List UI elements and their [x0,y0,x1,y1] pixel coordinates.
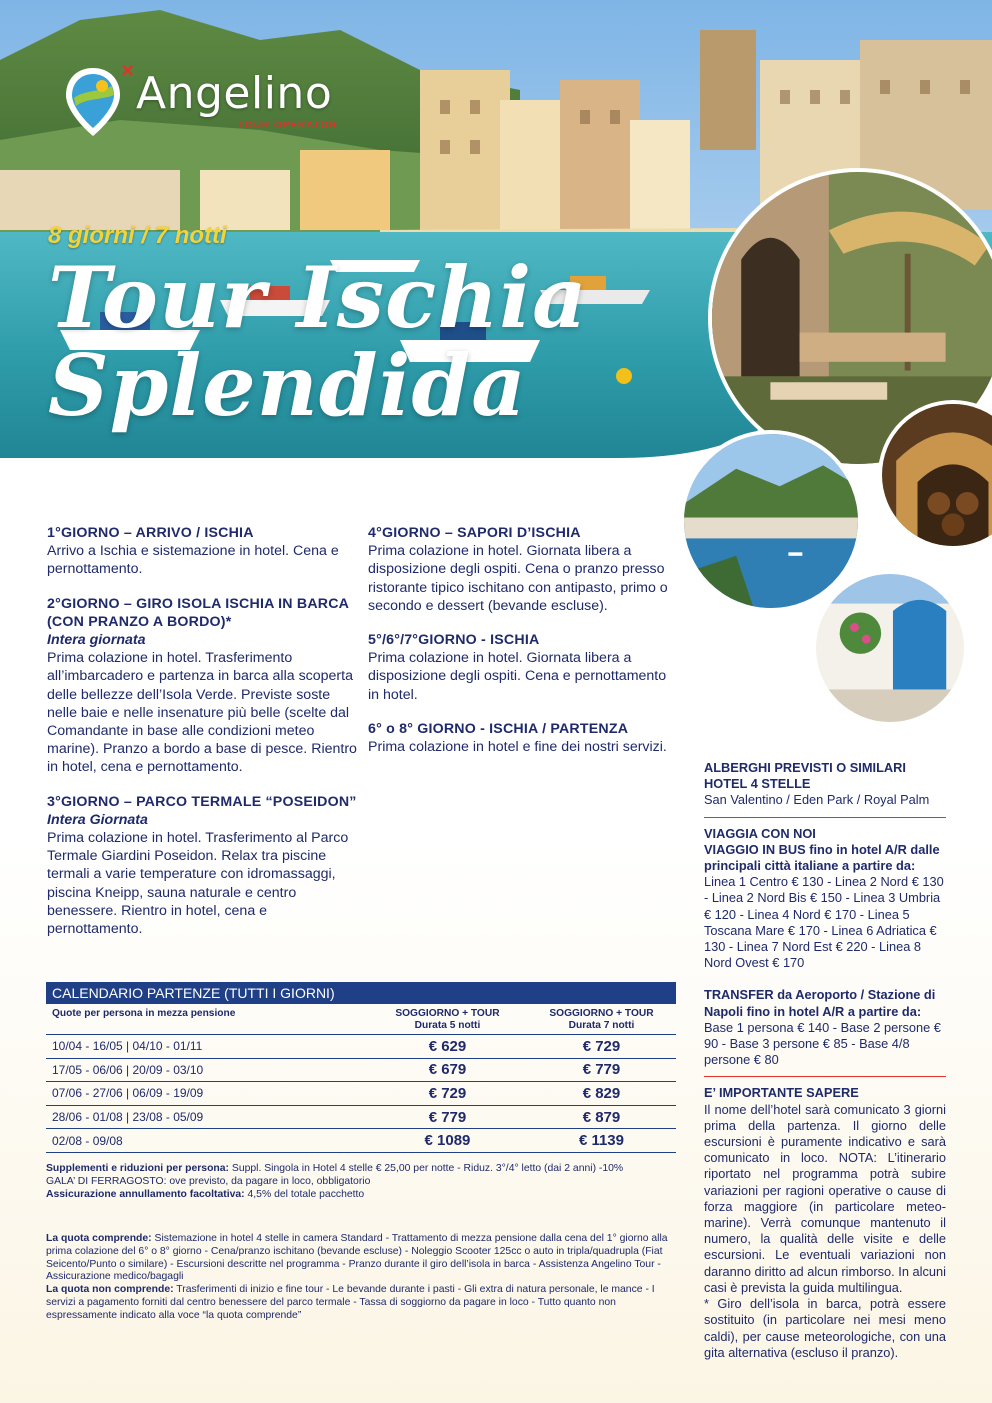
row-dates: 02/08 - 09/08 [52,1133,123,1148]
important-title: E’ IMPORTANTE SAPERE [704,1085,859,1101]
transfer-title: TRANSFER da Aeroporto / Stazione di Napoli fino in hotel A/R a partire da: [704,987,936,1019]
includes-text: Sistemazione in hotel 4 stelle in camera Standard - Trattamento di mezza pensione dalla cena del 1° giorno alla prima colazione del 6° o 8° giorno - Cena/pranzo ischitano (bevande escluse) - Noleggio Scooter 125cc o auto in tripla/quadrupla (Fiat Seicento/Punto o similare) - Escursioni descritte nel programma - Pranzo durante il giro dell’isola in barca - Assistenza Angelino Tour - Assicurazione medico/bagagli [46,1233,668,1283]
day-subtitle: Intera Giornata [47,811,148,828]
table-row [46,1035,676,1059]
gala-line: GALA’ DI FERRAGOSTO: ove previsto, da pagare in loco, obbligatorio [46,1175,371,1187]
departures-table [46,982,676,1153]
insurance-line [46,1189,676,1202]
hotels-category: HOTEL 4 STELLE [704,776,811,792]
column-header-duration: Durata 7 notti [568,1020,635,1031]
row-price-5-nights: € 679 [428,1061,467,1079]
blue-door-photo [812,570,968,726]
brand-tagline: TOUR OPERATOR [238,120,338,131]
day-title: 6° o 8° GIORNO - ISCHIA / PARTENZA [368,720,629,737]
hotels-section [704,760,946,818]
includes-label: La quota comprende: [46,1233,152,1244]
supplements-text: Suppl. Singola in Hotel 4 stelle € 25,00 per notte - Riduz. 3°/4° letto (dai 2 anni) -10% [231,1163,624,1174]
row-price-7-nights: € 829 [582,1084,621,1102]
column-header-5-nights [368,1008,527,1032]
brand-name: Angelino [136,68,333,119]
trip-duration: 8 giorni / 7 notti [48,222,227,249]
table-row [46,1059,676,1083]
supplements-label: Supplementi e riduzioni per persona: [46,1163,230,1174]
bus-prices: Linea 1 Centro € 130 - Linea 2 Nord € 130 - Linea 2 Nord Bis € 150 - Linea 3 Umbria € 120 - Linea 4 Nord € 170 - Linea 5 Toscana Mare € 170 - Linea 6 Adriatica € 130 - Linea 7 Nord Est € 220 - Linea 8 Nord Ovest € 170 [704,874,944,971]
row-price-7-nights: € 1139 [578,1132,624,1150]
excludes-label: La quota non comprende: [46,1284,174,1296]
row-dates: 07/06 - 27/06 | 06/09 - 19/09 [52,1086,204,1101]
day-description: Prima colazione in hotel. Trasferimento all’imbarcadero e partenza in barca alla scoperta delle bellezze dell’Isola Verde. Previste soste nelle baie e nelle insenature più belle (scelte dal Comandante in base alle condizioni meteo marine). Pranzo a bordo a base di pesce. Rientro in hotel, cena e pernottamento. [47,650,357,776]
day-title: 3°GIORNO – PARCO TERMALE “POSEIDON” [47,793,357,810]
column-header-quote: Quote per persona in mezza pensione [52,1008,236,1019]
column-header-duration: Durata 5 notti [414,1020,481,1031]
row-price-7-nights: € 779 [582,1061,621,1079]
brand-logo [62,60,362,144]
island-view-photo [680,430,862,612]
supplements-notes [46,1163,676,1201]
important-text: Il nome dell’hotel sarà comunicato 3 giorni prima della partenza. Il giorno delle escursioni è puramente indicativo e sarà comunicato in loco. NOTA: L’itinerario riportato nel programma potrà subire variazioni per ragioni operative o cause di forza maggiore (in particolare meteo-marine). Verrà comunque mantenuto il numero, la qualità delle visite e delle escursioni. Le eventuali variazioni non daranno diritto ad alcun rimborso. In alcuni casi è prevista la guida multilingua. [704,1101,946,1295]
day-title: 2°GIORNO – GIRO ISOLA ISCHIA IN BARCA (CON PRANZO A BORDO)* [47,595,349,630]
supplements-line [46,1163,676,1176]
row-dates: 10/04 - 16/05 | 04/10 - 01/11 [52,1039,203,1054]
includes-line [46,1233,676,1284]
itinerary-day [368,524,678,615]
itinerary-day [47,595,357,777]
hotels-title: ALBERGHI PREVISTI O SIMILARI [704,760,906,775]
important-note: * Giro dell’isola in barca, potrà essere sostituito (in particolare nei mesi meno caldi), per cause meteorologiche, con una gita alternativa (escluso il pranzo). [704,1296,946,1360]
row-price-5-nights: € 629 [428,1037,467,1055]
info-sidebar [704,760,946,1377]
row-dates: 28/06 - 01/08 | 23/08 - 05/09 [52,1110,204,1125]
table-title: CALENDARIO PARTENZE (TUTTI I GIORNI) [46,982,676,1004]
important-section [704,1085,946,1368]
excludes-text: Trasferimenti di inizio e fine tour - Le bevande durante i pasti - Gli extra di natura personale, le mance - I servizi a pagamento forniti dal centro benessere del parco termale - Tassa di soggiorno da pagare in loco - Tutto quanto non espressamente indicato alla voce “la quota comprende” [46,1284,655,1321]
itinerary-day [47,793,357,939]
table-header [46,1004,676,1035]
row-price-7-nights: € 729 [582,1037,621,1055]
insurance-label: Assicurazione annullamento facoltativa: [46,1188,245,1200]
bus-title: VIAGGIO IN BUS fino in hotel A/R dalle principali città italiane a partire da: [704,841,940,874]
travel-section [704,826,946,980]
travel-title: VIAGGIA CON NOI [704,825,816,841]
page-title-line-1: Tour Ischia [48,248,588,347]
row-price-5-nights: € 779 [428,1108,467,1126]
day-title: 4°GIORNO – SAPORI D’ISCHIA [368,525,581,541]
day-title: 5°/6°/7°GIORNO - ISCHIA [368,632,540,649]
itinerary-column-right [368,524,678,772]
day-description: Prima colazione in hotel. Giornata libera a disposizione degli ospiti. Cena e pernottamento in hotel. [368,650,667,703]
day-description: Prima colazione in hotel e fine dei nostri servizi. [368,739,667,756]
column-header-7-nights [527,1008,676,1032]
day-subtitle: Intera giornata [47,632,146,649]
row-dates: 17/05 - 06/06 | 20/09 - 03/10 [52,1062,204,1077]
column-header-label: SOGGIORNO + TOUR [395,1008,500,1019]
table-row [46,1129,676,1153]
row-price-5-nights: € 1089 [424,1132,471,1150]
row-price-7-nights: € 879 [582,1108,621,1126]
transfer-prices: Base 1 persona € 140 - Base 2 persone € 90 - Base 3 persone € 85 - Base 4/8 persone € 80 [704,1019,941,1068]
inclusions-notes [46,1233,676,1323]
insurance-text: 4,5% del totale pacchetto [247,1188,365,1200]
location-pin-icon [62,64,124,140]
table-row [46,1082,676,1106]
column-header-label: SOGGIORNO + TOUR [549,1008,654,1019]
itinerary-column-left [47,524,357,954]
day-title: 1°GIORNO – ARRIVO / ISCHIA [47,525,254,541]
day-description: Prima colazione in hotel. Giornata libera a disposizione degli ospiti. Cena o pranzo presso ristorante tipico ischitano con antipasto, primo o secondo e dessert (bevande escluse). [368,543,668,614]
itinerary-day [368,720,678,756]
hotels-list: San Valentino / Eden Park / Royal Palm [704,792,930,808]
table-row [46,1106,676,1130]
transfer-section [704,987,946,1077]
day-description: Arrivo a Ischia e sistemazione in hotel. Cena e pernottamento. [47,543,339,578]
itinerary-day [47,524,357,579]
logo-accent-mark: × [120,60,136,81]
row-price-5-nights: € 729 [428,1084,467,1102]
page-title-line-2: Splendida [48,336,527,435]
excludes-line [46,1284,676,1322]
itinerary-day [368,631,678,704]
day-description: Prima colazione in hotel. Trasferimento al Parco Termale Giardini Poseidon. Relax tra piscine termali a varie temperature con idromassaggi, piscina Kneipp, sauna naturale e centro benessere. Rientro in hotel, cena e pernottamento. [47,830,349,938]
